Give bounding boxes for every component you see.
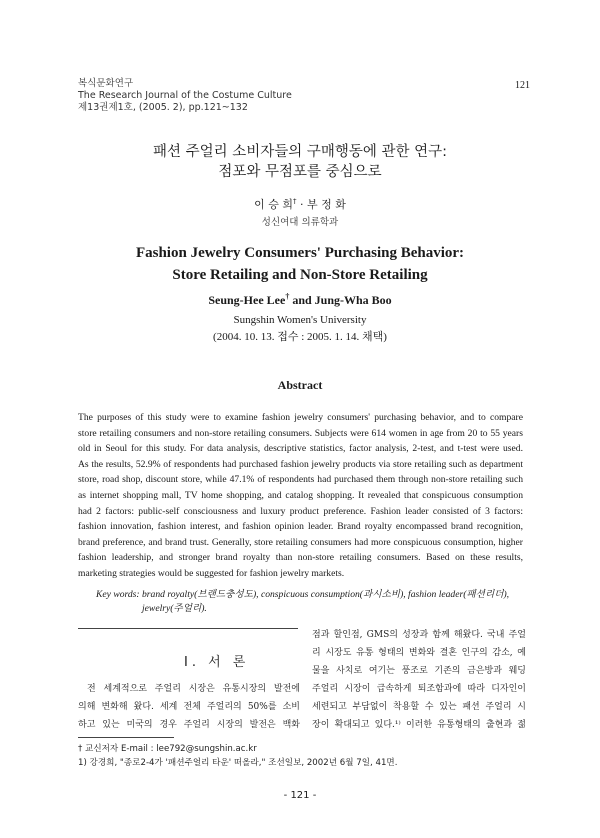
abstract-line: old in Seoul for this study. For data analysis, descriptive statistics, factor analysis, 2-test, and t-test were used. — [78, 443, 523, 455]
english-title-line2: Store Retailing and Non-Store Retailing — [172, 267, 428, 283]
body-line: 물을 사치로 여기는 풍조로 기존의 금은방과 웨딩 — [312, 666, 526, 676]
body-line: 전 세계적으로 주얼리 시장은 유통시장의 발전에 — [87, 684, 300, 694]
body-line: 리 시장도 유통 형태의 변화와 결혼 인구의 감소, 예 — [312, 648, 526, 658]
english-title-line1: Fashion Jewelry Consumers' Purchasing Behavior: — [135, 245, 465, 261]
keywords-line1: Key words: brand royalty(브랜드충성도), conspicuous consumption(과시소비), fashion leader(패션리더), — [96, 589, 510, 600]
korean-affiliation: 성신여대 의류학과 — [261, 217, 339, 228]
korean-author1: 이 승 희 — [254, 198, 293, 211]
abstract-line: store retailing consumers and non-store retailing consumers. Subjects were 614 women in age from 20 to 55 years — [78, 427, 523, 439]
english-affiliation: Sungshin Women's University — [233, 314, 367, 326]
abstract-line: had 2 factors: public-self consciousness and luxury product preference. Fashion leader consisted of 3 factors: — [78, 505, 523, 517]
body-line: 장이 확대되고 있다.¹⁾ 이러한 유통형태의 출현과 젊 — [312, 720, 526, 730]
dagger-mark: † — [293, 197, 297, 206]
korean-title-line2: 점포와 무점포를 중심으로 — [218, 164, 382, 180]
section-heading: Ⅰ. 서 론 — [184, 655, 250, 670]
page-footer: - 121 - — [283, 790, 317, 801]
abstract-line: As the results, 52.9% of respondents had purchased fashion jewelry products via store retailing such as department — [78, 458, 523, 470]
column-divider — [78, 628, 298, 629]
running-header — [78, 78, 292, 114]
korean-author2: · 부 정 화 — [300, 198, 346, 211]
korean-title-line1: 패션 주얼리 소비자들의 구매행동에 관한 연구: — [152, 144, 448, 160]
footnote-rule — [78, 737, 174, 738]
reference-footnote-1: 1) 강경희, "종로2-4가 '패션주얼리 타운' 떠올라," 조선일보, 2002년 6월 7일, 41면. — [78, 758, 398, 768]
volume-info: 제13권제1호, (2005. 2), pp.121~132 — [78, 102, 248, 113]
header-page-number: 121 — [515, 80, 530, 91]
body-line: 점과 할인점, GMS의 성장과 함께 해왔다. 국내 주얼 — [312, 630, 526, 640]
corresponding-author-footnote: † 교신저자 E-mail : lee792@sungshin.ac.kr — [78, 744, 257, 754]
body-line: 하고 있는 미국의 경우 주얼리 시장의 발전은 백화 — [78, 720, 300, 730]
journal-english: The Research Journal of the Costume Culture — [78, 90, 292, 101]
footnotes — [78, 742, 397, 770]
received-accepted-dates: (2004. 10. 13. 접수 : 2005. 1. 14. 채택) — [213, 331, 387, 343]
abstract-heading: Abstract — [277, 378, 323, 392]
abstract-line: fashion innovation, fashion interest, and fashion opinion leader. Brand royalty encompassed brand recognition, — [78, 521, 523, 533]
keywords — [96, 588, 526, 616]
abstract-line: marketing strategies would be suggested for fashion jewelry markets. — [78, 567, 345, 579]
english-dagger-mark: † — [285, 292, 290, 301]
body-line: 의해 변화해 왔다. 세계 전체 주얼리의 50%를 소비 — [78, 702, 300, 712]
left-column-text — [78, 680, 300, 734]
keywords-line2: jewelry(주얼리). — [142, 603, 207, 614]
abstract-body — [78, 410, 523, 582]
abstract-line: The purposes of this study were to examine fashion jewelry consumers' purchasing behavior, and to compare — [78, 412, 523, 423]
abstract-line: store, road shop, discount store, while 47.1% of respondents had purchased them through non-store retailing such — [78, 474, 523, 486]
korean-authors — [0, 196, 600, 212]
english-author1: Seung-Hee Lee — [208, 293, 286, 307]
abstract-line: as internet shopping mall, TV home shopping, and catalog shopping. It revealed that conspicuous consumption — [78, 489, 523, 501]
body-line: 세련되고 부담없이 착용할 수 있는 패션 주얼리 시 — [312, 702, 526, 712]
abstract-line: brand preference, and brand trust. Generally, store retailing consumers had more conspicuous consumption, higher — [78, 536, 523, 548]
english-authors — [0, 292, 600, 308]
journal-korean: 복식문화연구 — [78, 78, 134, 89]
right-column-text — [312, 626, 526, 734]
abstract-line: fashion leadership, and stronger brand royalty than non-store retailing consumers. Based on these results, — [78, 552, 523, 564]
body-line: 주얼리 시장이 급속하게 퇴조함과에 따라 디자인이 — [312, 684, 526, 694]
english-author2: and Jung-Wha Boo — [292, 293, 392, 307]
